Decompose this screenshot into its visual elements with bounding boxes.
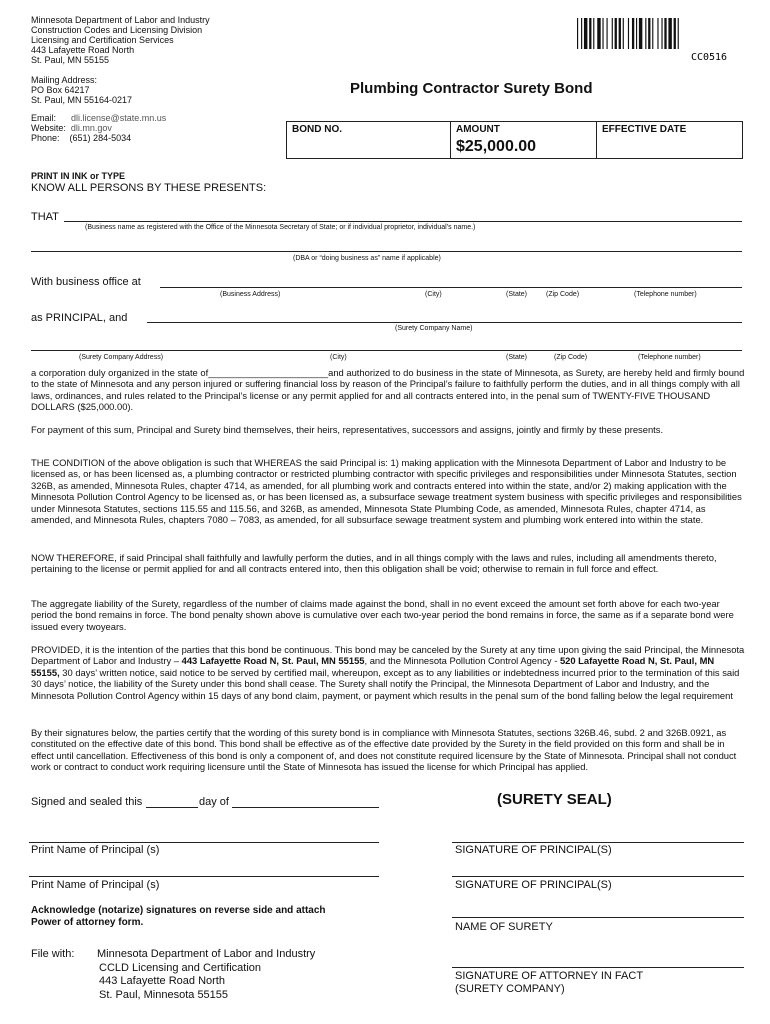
business-name-caption: (Business name as registered with the Office of the Minnesota Secretary of State; or if individual proprietor, individual’s name.): [85, 224, 476, 231]
website-link[interactable]: dli.mn.gov: [70, 123, 112, 133]
attorney-signature-field[interactable]: [452, 967, 744, 968]
agency-unit: Licensing and Certification Services: [31, 35, 174, 45]
surety-name-caption: (Surety Company Name): [395, 325, 473, 332]
mailing-label: Mailing Address:: [31, 75, 98, 85]
signature-principal-2-field[interactable]: [452, 876, 744, 877]
dba-caption: (DBA or “doing business as” name if applicable): [293, 255, 441, 262]
email-label: Email:: [31, 113, 57, 123]
print-principal-1-label: Print Name of Principal (s): [31, 844, 160, 856]
file-with-label: File with:: [31, 948, 75, 960]
day-of-label: day of: [199, 796, 229, 808]
file-with-address: Minnesota Department of Labor and Industry CCLD Licensing and Certification 443 Lafayette Road North St. Paul, Minnesota 55155: [97, 948, 316, 1001]
dba-field[interactable]: [31, 251, 742, 252]
signature-principal-2-label: SIGNATURE OF PRINCIPAL(S): [455, 879, 612, 891]
that-label: THAT: [31, 211, 59, 223]
surety-name-field[interactable]: [147, 322, 742, 323]
website-label: Website:: [31, 123, 66, 133]
surety-seal-label: (SURETY SEAL): [497, 791, 612, 808]
principal-label: as PRINCIPAL, and: [31, 312, 128, 324]
phone-label: Phone:: [31, 133, 60, 143]
surety-address-caption: (Surety Company Address): [79, 354, 164, 361]
print-note: PRINT IN INK or TYPE: [31, 171, 126, 181]
paragraph-condition: THE CONDITION of the above obligation is such that WHEREAS the said Principal is: 1) making application with the Minnesota Department of Labor and Industry to be licensed as, or has been licensed as, a plumbing contractor or restricted plumbing contractor with specific privileges and responsibilities under Minnesota Statutes, section 326B, as amended, Minnesota Rules, chapter 4714, as amended, for all plumbing work and contracts entered into within the state, and/or 2) making application with the Minnesota Pollution Control Agency to be licensed as, or has been licensed as, a subsurface sewage treatment system business with specific privileges and responsibilities under Minnesota Statutes, sections 115.55 and 115.56, and 326B, as amended, Minnesota State Plumbing Code, as amended, Minnesota Rules, chapter 4714, as amended, and Minnesota Rules, chapters 7080 – 7083, as amended, for all subsurface sewage treatment system and plumbing work entered into within the state.: [31, 457, 742, 526]
signature-principal-1-label: SIGNATURE OF PRINCIPAL(S): [455, 844, 612, 856]
form-code: CC0516: [690, 52, 728, 62]
print-principal-2-field[interactable]: [29, 876, 379, 877]
city2-caption: (City): [330, 354, 347, 361]
state-caption: (State): [506, 291, 528, 298]
business-office-label: With business office at: [31, 276, 141, 288]
paragraph-payment: For payment of this sum, Principal and Surety bind themselves, their heirs, representatives, successors and assigns, jointly and firmly by these presents.: [31, 424, 664, 435]
paragraph-now-therefore: NOW THEREFORE, if said Principal shall faithfully and lawfully perform the duties, and in all things comply with the laws and rules, including all amendments thereto, pertaining to the license or permit applied for and all contracts entered into, then this obligation shall be void; otherwise to remain in full force and effect.: [31, 552, 717, 575]
effective-date-cell[interactable]: [597, 122, 742, 158]
agency-header: [31, 15, 210, 143]
paragraph-certify: By their signatures below, the parties certify that the wording of this surety bond is in compliance with Minnesota Statutes, sections 326B.46, subd. 2 and 326B.0921, as constituted on the effective date of this bond. This bond shall be effective as of the effective date provided by the Surety in the field provided on this form and shall be in effect until cancellation. Effectiveness of this bond is only a component of, and does not constitute required licensure by the State of Minnesota. Principal shall not conduct work or contract to conduct work requiring licensure until the State of Minnesota has issued the license for which Principal has applied.: [31, 727, 737, 773]
zip-caption: (Zip Code): [546, 291, 580, 298]
agency-name: Minnesota Department of Labor and Industry: [31, 15, 210, 25]
amount-value: $25,000.00: [456, 138, 537, 155]
amount-cell: [451, 122, 597, 158]
signed-sealed-label: Signed and sealed this: [31, 796, 143, 808]
know-all-heading: KNOW ALL PERSONS BY THESE PRESENTS:: [31, 182, 267, 194]
acknowledge-note: Acknowledge (notarize) signatures on reverse side and attach Power of attorney form.: [31, 905, 326, 928]
bond-no-cell[interactable]: [287, 122, 451, 158]
amount-label: AMOUNT: [456, 124, 500, 135]
mpca-address: 520 Lafayette Road N, St. Paul, MN 55155,: [31, 655, 715, 678]
state2-caption: (State): [506, 354, 528, 361]
attorney-label: SIGNATURE OF ATTORNEY IN FACT (SURETY COMPANY): [455, 970, 644, 995]
signed-day-field[interactable]: [146, 807, 198, 808]
surety-address-field[interactable]: [31, 350, 742, 351]
mailing-city: St. Paul, MN 55164-0217: [31, 95, 133, 105]
name-of-surety-field[interactable]: [452, 917, 744, 918]
business-address-caption: (Business Address): [220, 291, 281, 298]
paragraph-aggregate-liability: The aggregate liability of the Surety, regardless of the number of claims made against the bond, shall in no event exceed the amount set forth above for each two-year period the bond remains in force. The bond penalty shown above is cumulative over each two-year period the bond remains in force, the same as if a separate bond were issued every twoyears.: [31, 598, 734, 632]
name-of-surety-label: NAME OF SURETY: [455, 921, 553, 933]
print-principal-2-label: Print Name of Principal (s): [31, 879, 160, 891]
bond-info-table: [286, 121, 743, 159]
business-address-field[interactable]: [160, 287, 742, 288]
agency-division: Construction Codes and Licensing Division: [31, 25, 203, 35]
agency-city: St. Paul, MN 55155: [31, 55, 110, 65]
mailing-po-box: PO Box 64217: [31, 85, 90, 95]
city-caption: (City): [425, 291, 442, 298]
dli-address: 443 Lafayette Road N, St. Paul, MN 55155: [181, 655, 365, 667]
agency-street: 443 Lafayette Road North: [31, 45, 135, 55]
zip2-caption: (Zip Code): [554, 354, 588, 361]
signature-principal-1-field[interactable]: [452, 842, 744, 843]
paragraph-provided: PROVIDED, it is the intention of the parties that this bond be continuous. This bond may be canceled by the Surety at any time upon giving the said Principal, the Minnesota Department of Labor and Industry – 443 Lafayette Road N, St. Paul, MN 55155, and the Minnesota Pollution Control Agency - 520 Lafayette Road N, St. Paul, MN 55155, 30 days’ written notice, said notice to be served by certified mail, whereupon, except as to any liabilities or indebtedness incurred prior to the termination of this said 30 days’ notice, the liability of the Surety under this bond shall cease. The Surety shall notify the Principal, the Minnesota Department of Labor and Industry, and the Minnesota Pollution Control Agency within 15 days of any bond claim, payment, or payment which results in the penal sum of the bond falling below the legal requirement: [31, 644, 745, 701]
print-principal-1-field[interactable]: [29, 842, 379, 843]
effective-date-label: EFFECTIVE DATE: [602, 124, 687, 135]
signed-month-field[interactable]: [232, 807, 379, 808]
paragraph-surety-bound: a corporation duly organized in the state of_______________________and authorized to do business in the state of Minnesota, as Surety, are hereby held and firmly bound to the state of Minnesota and any person injured or suffering financial loss by reason of the Principal’s failure to faithfully perform the duties, and in all things comply with all laws, ordinances, and rules related to the Principal’s license or any permit applied for and all contracts entered into, in the penal sum of TWENTY-FIVE THOUSAND DOLLARS ($25,000.00).: [31, 367, 745, 413]
bond-no-label: BOND NO.: [292, 124, 342, 135]
page-title: Plumbing Contractor Surety Bond: [350, 80, 593, 97]
business-name-field[interactable]: [64, 221, 742, 222]
email-link[interactable]: dli.license@state.mn.us: [71, 113, 167, 123]
telephone2-caption: (Telephone number): [638, 354, 701, 361]
barcode-icon: [577, 18, 745, 62]
phone-number: (651) 284-5034: [69, 133, 132, 143]
telephone-caption: (Telephone number): [634, 291, 697, 298]
